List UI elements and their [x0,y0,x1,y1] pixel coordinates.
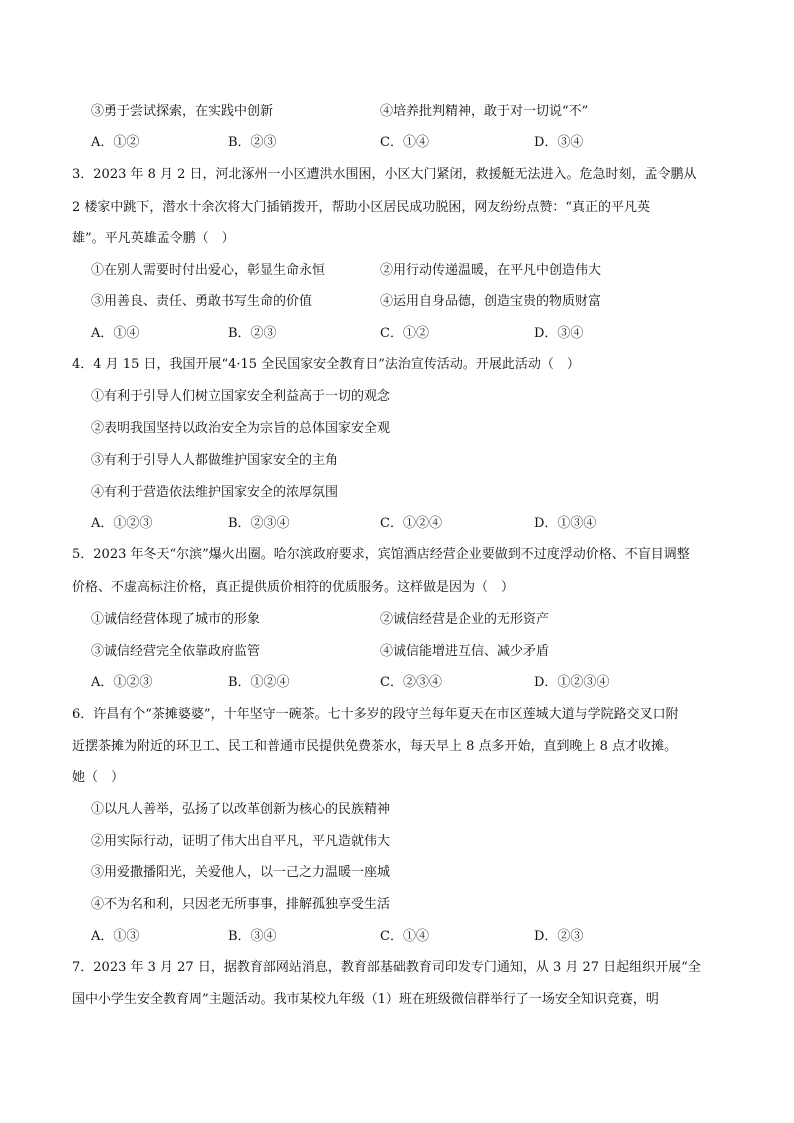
q6-option-b: B．③④ [228,929,277,944]
q2-option-c: C．①④ [380,135,429,150]
q4-item-4: ④有利于营造依法维护国家安全的浓厚氛围 [91,485,339,500]
q4-item-2: ②表明我国坚持以政治安全为宗旨的总体国家安全观 [91,421,391,436]
q5-item-2: ②诚信经营是企业的无形资产 [380,612,550,627]
q6-stem-line-3: 她（ ） [72,770,125,785]
q4-option-a: A．①②③ [91,516,153,531]
q3-option-c: C．①② [380,326,429,341]
q5-option-d: D．①②③④ [534,675,610,690]
q4-option-d: D．①③④ [534,516,597,531]
q2-item-4: ④培养批判精神，敢于对一切说“不” [380,104,589,119]
q6-option-d: D．②③ [534,929,584,944]
q4-item-3: ③有利于引导人人都做维护国家安全的主角 [91,453,339,468]
q2-item-3: ③勇于尝试探索，在实践中创新 [91,104,274,119]
q5-item-3: ③诚信经营完全依靠政府监管 [91,644,261,659]
q3-stem-line-3: 雄”。平凡英雄孟令鹏（ ） [72,231,235,246]
q6-item-1: ①以凡人善举，弘扬了以改革创新为核心的民族精神 [91,802,391,817]
q3-item-2: ②用行动传递温暖，在平凡中创造伟大 [380,263,602,278]
q3-item-4: ④运用自身品德，创造宝贵的物质财富 [380,294,602,309]
q6-stem-line-1: 6．许昌有个“茶摊婆婆”，十年坚守一碗茶。七十多岁的段守兰每年夏天在市区莲城大道与学院路交叉口附 [72,707,679,722]
q5-stem-line-2: 价格、不虚高标注价格，真正提供质价相符的优质服务。这样做是因为（ ） [72,580,515,595]
q6-item-2: ②用实际行动，证明了伟大出自平凡，平凡造就伟大 [91,834,391,849]
q2-option-b: B．②③ [228,135,277,150]
q3-stem-line-2: 2 楼家中跳下，潜水十余次将大门插销拨开，帮助小区居民成功脱困，网友纷纷点赞：“真正的平凡英 [72,200,651,215]
q7-stem-line-2: 国中小学生安全教育周”主题活动。我市某校九年级（1）班在班级微信群举行了一场安全知识竞赛，明 [72,992,659,1007]
q5-stem-line-1: 5．2023 年冬天“尔滨”爆火出圈。哈尔滨政府要求，宾馆酒店经营企业要做到不过度浮动价格、不盲目调整 [72,547,690,562]
q7-stem-line-1: 7．2023 年 3 月 27 日，据教育部网站消息，教育部基础教育司印发专门通知，从 3 月 27 日起组织开展“全 [72,960,701,975]
q3-option-d: D．③④ [534,326,584,341]
q5-option-a: A．①②③ [91,675,153,690]
q3-item-3: ③用善良、责任、勇敢书写生命的价值 [91,294,313,309]
q4-item-1: ①有利于引导人们树立国家安全利益高于一切的观念 [91,389,391,404]
q4-option-c: C．①②④ [380,516,442,531]
q4-option-b: B．②③④ [228,516,290,531]
q6-stem-line-2: 近摆茶摊为附近的环卫工、民工和普通市民提供免费茶水，每天早上 8 点多开始，直到晚上 8 点才收摊。 [72,739,678,754]
q5-item-1: ①诚信经营体现了城市的形象 [91,612,261,627]
q6-item-4: ④不为名和利，只因老无所事事，排解孤独享受生活 [91,897,391,912]
q2-option-d: D．③④ [534,135,584,150]
q4-stem-line-1: 4．4 月 15 日，我国开展“4·15 全民国家安全教育日”法治宣传活动。开展此活动（ ） [72,357,580,372]
q6-option-c: C．①④ [380,929,429,944]
q3-stem-line-1: 3．2023 年 8 月 2 日，河北涿州一小区遭洪水围困，小区大门紧闭，救援艇无法进入。危急时刻，孟令鹏从 [72,167,697,182]
q3-option-b: B．②③ [228,326,277,341]
q5-option-c: C．②③④ [380,675,442,690]
q6-option-a: A．①③ [91,929,140,944]
q2-option-a: A．①② [91,135,140,150]
q5-option-b: B．①②④ [228,675,290,690]
q5-item-4: ④诚信能增进互信、减少矛盾 [380,644,550,659]
q3-item-1: ①在别人需要时付出爱心，彰显生命永恒 [91,263,326,278]
q6-item-3: ③用爱撒播阳光，关爱他人，以一己之力温暖一座城 [91,865,391,880]
q3-option-a: A．①④ [91,326,140,341]
